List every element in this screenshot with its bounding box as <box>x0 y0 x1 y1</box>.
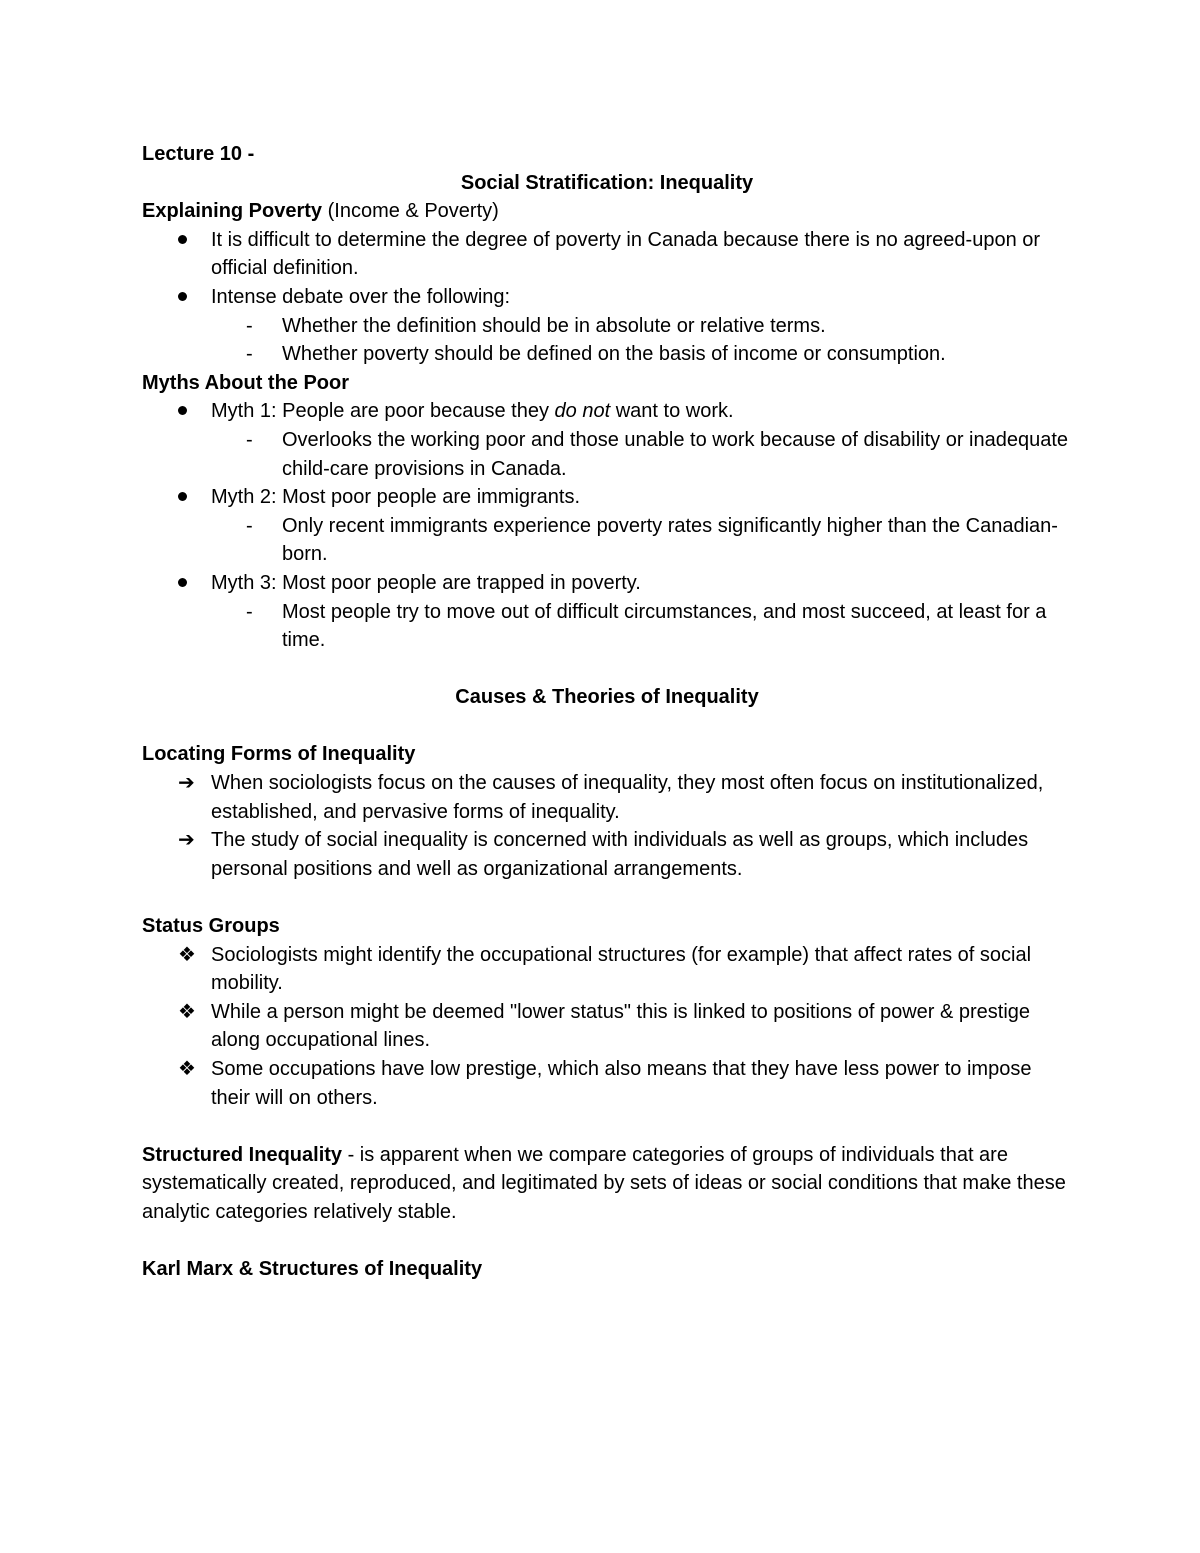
list-item <box>142 283 1072 312</box>
diamond-bullet-icon: ❖ <box>178 943 196 966</box>
lecture-label: Lecture 10 - <box>142 143 255 165</box>
locating-list <box>142 769 1072 883</box>
dash-marker: - <box>246 428 253 451</box>
list-item-text: It is difficult to determine the degree of poverty in Canada because there is no agreed-upon or official definition. <box>211 228 1041 280</box>
spacer <box>142 655 1072 684</box>
status-list <box>142 941 1072 1113</box>
list-item-text: Myth 2: Most poor people are immigrants. <box>211 486 581 509</box>
myth1-text-b: want to work. <box>610 400 734 423</box>
page-title: Social Stratification: Inequality <box>460 171 754 194</box>
list-item-text: While a person might be deemed "lower status" this is linked to positions of power & prestige along occupational lines. <box>211 1000 1031 1052</box>
sub-list-item <box>142 340 1072 369</box>
list-item-text: When sociologists focus on the causes of inequality, they most often focus on institutionalized, established, and pervasive forms of inequality. <box>211 772 1044 823</box>
sub-list-item <box>142 312 1072 341</box>
structured-inequality-term: Structured Inequality <box>142 1143 343 1166</box>
list-item <box>142 941 1072 998</box>
causes-title: Causes & Theories of Inequality <box>455 686 759 709</box>
explaining-poverty-subheading: (Income & Poverty) <box>322 200 499 223</box>
list-item-text: Intense debate over the following: <box>211 285 511 308</box>
spacer <box>142 1112 1072 1141</box>
document-content <box>142 140 1072 1284</box>
myths-heading: Myths About the Poor <box>142 371 350 394</box>
list-item <box>142 1055 1072 1112</box>
sub-list-item-text: Most people try to move out of difficult circumstances, and most succeed, at least for a time. <box>282 600 1047 652</box>
bullet-icon <box>178 226 198 255</box>
locating-heading: Locating Forms of Inequality <box>142 743 416 766</box>
list-item-text: The study of social inequality is concerned with individuals as well as groups, which includes personal positions and well as organizational arrangements. <box>211 829 1029 880</box>
myths-list <box>142 397 1072 654</box>
structured-inequality-paragraph <box>142 1141 1072 1227</box>
spacer <box>142 883 1072 912</box>
bullet-icon <box>178 569 198 598</box>
structured-inequality-definition: - is apparent when we compare categories of groups of individuals that are systematically created, reproduced, and legitimated by sets of ideas or social conditions that make these analytic categories relatively stable. <box>142 1143 1066 1223</box>
status-heading: Status Groups <box>142 915 280 938</box>
sub-list-item-text: Overlooks the working poor and those unable to work because of disability or inadequate child-care provisions in Canada. <box>282 428 1069 480</box>
dash-marker: - <box>246 600 253 623</box>
sub-list-item <box>142 426 1072 483</box>
dash-marker: - <box>246 514 253 537</box>
explaining-poverty-heading: Explaining Poverty <box>142 200 323 223</box>
diamond-bullet-icon: ❖ <box>178 1000 196 1023</box>
diamond-bullet-icon: ❖ <box>178 1058 196 1080</box>
list-item-text: Some occupations have low prestige, which also means that they have less power to impose their will on others. <box>211 1058 1032 1109</box>
myth1-emphasis: do not <box>554 400 611 423</box>
list-item <box>142 569 1072 598</box>
sub-list-item-text: Only recent immigrants experience poverty rates significantly higher than the Canadian-born. <box>282 514 1058 566</box>
list-item-text: Myth 3: Most poor people are trapped in poverty. <box>211 571 641 594</box>
list-item <box>142 397 1072 426</box>
list-item <box>142 826 1072 883</box>
bullet-icon <box>178 397 198 426</box>
sub-list-item-text: Whether poverty should be defined on the basis of income or consumption. <box>282 343 946 366</box>
arrow-bullet-icon: ➔ <box>178 772 195 795</box>
list-item <box>142 226 1072 283</box>
bullet-icon <box>178 283 198 312</box>
list-item <box>142 769 1072 826</box>
dash-marker: - <box>246 314 253 337</box>
marx-heading: Karl Marx & Structures of Inequality <box>142 1258 483 1281</box>
explaining-poverty-heading-line <box>142 197 1072 226</box>
explaining-poverty-list <box>142 226 1072 369</box>
bullet-icon <box>178 483 198 512</box>
arrow-bullet-icon: ➔ <box>178 829 195 852</box>
list-item-text: Sociologists might identify the occupational structures (for example) that affect rates of social mobility. <box>211 943 1032 995</box>
spacer <box>142 712 1072 741</box>
sub-list-item-text: Whether the definition should be in absolute or relative terms. <box>282 314 826 337</box>
sub-list-item <box>142 512 1072 569</box>
sub-list-item <box>142 598 1072 655</box>
myth1-text-a: Myth 1: People are poor because they <box>211 400 555 423</box>
list-item <box>142 998 1072 1055</box>
dash-marker: - <box>246 343 253 366</box>
spacer <box>142 1227 1072 1256</box>
list-item <box>142 483 1072 512</box>
